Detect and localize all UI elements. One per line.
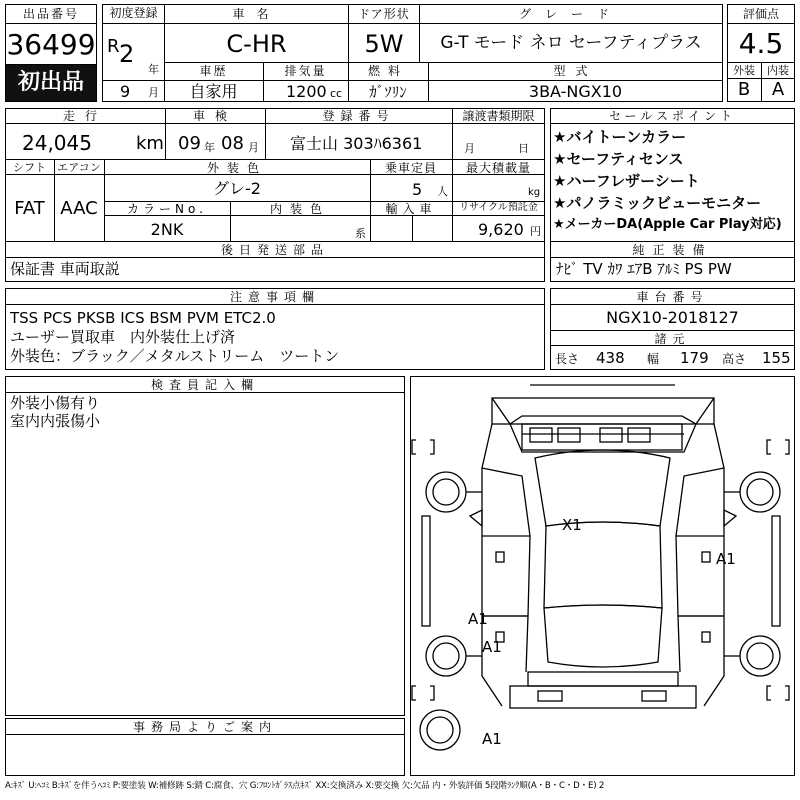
capacity-unit: 人 (437, 185, 448, 198)
grade-label-cell (419, 4, 723, 24)
capacity-label: 乗車定員 (384, 161, 437, 175)
first-listing-badge (5, 64, 97, 102)
sales-point: ★ハーフレザーシート (553, 172, 700, 190)
grade-label: グレード (518, 7, 623, 21)
vehicle-details-block (5, 108, 545, 242)
notes-line: 外装色：ブラック／メタルストリーム ツートン (10, 347, 340, 365)
import-label: 輸入車 (385, 202, 437, 216)
ext-color: グレ-2 (213, 179, 261, 198)
inspector-label: 検査員記入欄 (150, 378, 259, 392)
model: 3BA-NGX10 (528, 82, 623, 101)
color-no: 2NK (150, 220, 184, 239)
shift-label: シフト (13, 161, 46, 174)
registration-label: 初度登録 (109, 6, 158, 20)
office-label: 事務局よりご案内 (132, 720, 277, 734)
inspection-month-unit: 月 (248, 141, 259, 154)
ac: AAC (60, 198, 98, 219)
score-cell (727, 23, 795, 63)
car-damage-diagram (410, 376, 795, 776)
transfer-month-unit: 月 (464, 142, 475, 155)
width-label: 幅 (647, 352, 660, 366)
ext-color-label: 外装色 (206, 161, 267, 175)
damage-mark: A1 (482, 730, 502, 748)
int-color-unit: 系 (355, 227, 366, 240)
grade-cell (419, 23, 723, 63)
car-name-cell (164, 23, 349, 63)
door-label: ドア形状 (358, 7, 410, 21)
score-label: 評価点 (742, 7, 779, 21)
recycle: 9,620 (478, 220, 524, 239)
equipment: ﾅﾋﾞ TV ｶﾜ ｴｱB ｱﾙﾐ PS PW (556, 260, 732, 278)
chassis-number: NGX10-2018127 (606, 308, 739, 327)
inspection-label: 車検 (192, 109, 237, 123)
notes-line: TSS PCS PKSB ICS BSM PVM ETC2.0 (10, 309, 276, 327)
length-label: 長さ (555, 352, 580, 366)
notes-line: ユーザー買取車 内外装仕上げ済 (10, 328, 236, 346)
door-cell (348, 23, 420, 63)
length: 438 (596, 349, 625, 367)
interior-label: 内装 (767, 64, 789, 77)
registration-year: 2 (119, 40, 135, 68)
inspector-line: 室内内張傷小 (10, 412, 101, 430)
inspection-year: 09 (178, 133, 201, 154)
load-label: 最大積載量 (465, 161, 531, 175)
inspection-month: 08 (221, 133, 244, 154)
plate-label: 登録番号 (322, 109, 395, 123)
first-listing-text: 初出品 (17, 70, 84, 95)
lot-number-cell (5, 23, 97, 65)
color-no-label: カラーNo. (127, 202, 207, 216)
height: 155 (762, 349, 791, 367)
car-name-label: 車名 (232, 7, 281, 21)
recycle-unit: 円 (530, 225, 541, 238)
mileage-unit: km (136, 133, 164, 154)
lot-number-label-cell (5, 4, 97, 24)
damage-mark: A1 (468, 610, 488, 628)
sales-point: ★パノラミックビューモニター (553, 194, 762, 212)
lot-number: 36499 (6, 28, 96, 61)
sales-point: ★バイトーンカラー (553, 128, 687, 146)
int-color-label: 内装色 (269, 202, 330, 216)
width: 179 (680, 349, 709, 367)
notes-label: 注意事項欄 (229, 290, 320, 304)
exterior-grade: B (737, 79, 751, 100)
exterior-label: 外装 (733, 64, 755, 77)
door-label-cell (348, 4, 420, 24)
displacement: 1200 (286, 82, 327, 101)
history-label: 車歴 (199, 64, 228, 78)
inspection-year-unit: 年 (204, 141, 215, 154)
mileage: 24,045 (22, 131, 92, 155)
sales-point: ★メーカーDA(Apple Car Play対応) (553, 217, 782, 232)
registration-month: 9 (120, 82, 131, 101)
registration-year-unit: 年 (148, 63, 159, 76)
plate: 富士山 303ﾊ6361 (290, 134, 423, 153)
score-label-cell (727, 4, 795, 24)
car-name: C-HR (226, 30, 287, 58)
dims-label: 諸元 (654, 332, 691, 346)
fuel-label: 燃料 (367, 64, 408, 78)
damage-mark: X1 (562, 516, 582, 534)
registration-era: R (107, 36, 120, 57)
damage-mark: A1 (716, 550, 736, 568)
inspector-line: 外装小傷有り (10, 394, 101, 412)
mileage-label: 走行 (62, 109, 107, 123)
history: 自家用 (189, 82, 238, 101)
registration-month-unit: 月 (148, 86, 159, 99)
equipment-label: 純正装備 (632, 243, 713, 257)
shift: FAT (14, 198, 45, 219)
legend-footer: A:ｷｽﾞ U:ﾍｺﾐ B:ｷｽﾞを伴うﾍｺﾐ P:要塗装 W:補修跡 S:錆 C:腐食、穴 G:ﾌﾛﾝﾄｶﾞﾗｽ点ｷｽﾞ XX:交換済み X:要交換 欠:欠品 内・外装評価 5段階ﾗﾝｸ順(A・B・C・D・E) 2 (5, 781, 605, 791)
grade: G-T モード ネロ セーフティプラス (440, 33, 702, 53)
displacement-unit: cc (330, 87, 343, 100)
displacement-label: 排気量 (284, 64, 327, 78)
sales-point: ★セーフティセンス (553, 150, 684, 168)
car-name-label-cell (164, 4, 349, 24)
capacity: 5 (412, 180, 423, 199)
later-parts: 保証書 車両取説 (10, 260, 120, 278)
chassis-label: 車台番号 (636, 290, 709, 304)
interior-grade: A (771, 79, 785, 100)
recycle-label: リサイクル預託金 (459, 202, 538, 213)
fuel: ｶﾞｿﾘﾝ (369, 83, 407, 101)
model-label: 型式 (553, 64, 598, 78)
transfer-day-unit: 日 (518, 142, 529, 155)
load-unit: kg (528, 187, 541, 198)
sales-points-label: セールスポイント (609, 109, 736, 123)
damage-mark: A1 (482, 638, 502, 656)
transfer-label: 譲渡書類期限 (462, 109, 535, 123)
door-type: 5W (364, 30, 404, 58)
lot-number-label: 出品番号 (22, 7, 79, 21)
height-label: 高さ (722, 352, 747, 366)
later-parts-label: 後日発送部品 (220, 243, 329, 257)
ac-label: エアコン (57, 161, 101, 174)
score: 4.5 (738, 27, 784, 60)
